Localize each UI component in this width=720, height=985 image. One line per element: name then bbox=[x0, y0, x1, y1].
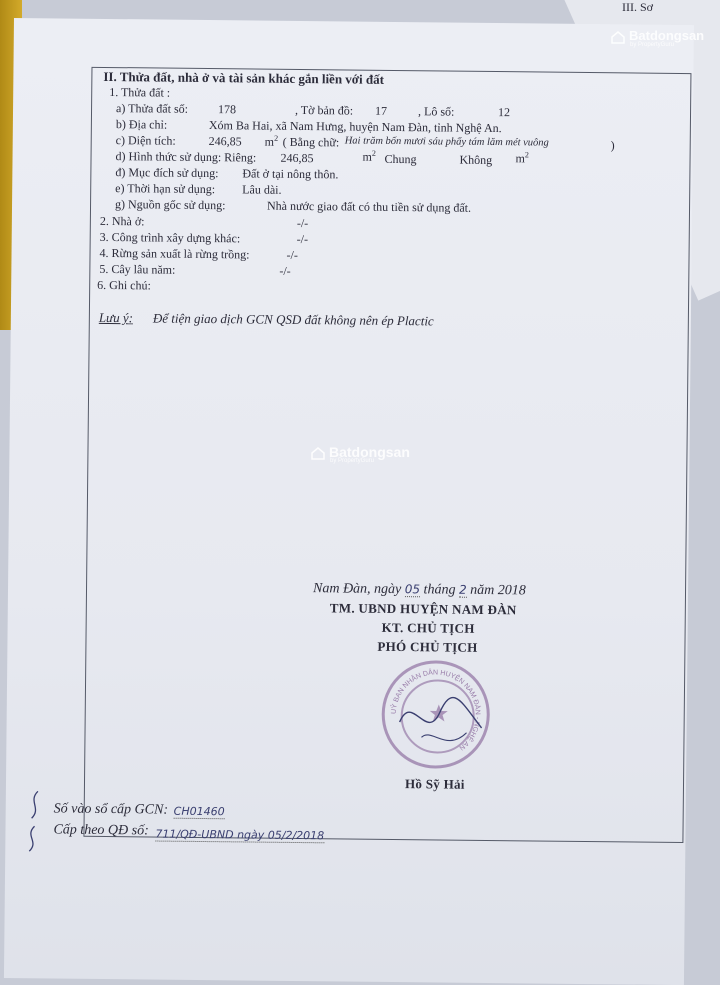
usage-private-value: 246,85 bbox=[280, 150, 314, 166]
handwritten-signature-icon bbox=[391, 682, 492, 763]
month-label: tháng bbox=[423, 582, 456, 598]
usage-common-value: Không bbox=[459, 152, 493, 168]
signer-name: Hồ Sỹ Hải bbox=[404, 776, 465, 792]
other-works-label: 3. Công trình xây dựng khác: bbox=[99, 229, 241, 246]
margin-handwriting-icon bbox=[19, 786, 50, 856]
registration-label: Số vào sổ cấp GCN: bbox=[53, 801, 169, 818]
certificate-page bbox=[4, 18, 694, 985]
purpose-value: Đất ở tại nông thôn. bbox=[242, 166, 339, 182]
area-words-value: Hai trăm bốn mươi sáu phẩy tám lăm mét vuông bbox=[344, 135, 549, 149]
usage-common-unit: $m^2$ bbox=[515, 150, 529, 166]
area-value: 246,85 bbox=[208, 134, 242, 149]
decision-value: 711/QĐ-UBND ngày 05/2/2018 bbox=[155, 827, 325, 843]
signer-role-2: PHÓ CHỦ TỊCH bbox=[377, 638, 478, 655]
address-value: Xóm Ba Hai, xã Nam Hưng, huyện Nam Đàn, tỉnh Nghệ An. bbox=[208, 118, 502, 136]
plot-number-value: 178 bbox=[217, 102, 237, 117]
corner-watermark: Batdongsan by PropertyGuru bbox=[610, 28, 704, 48]
note-label: Lưu ý: bbox=[98, 309, 134, 326]
perennial-value: -/- bbox=[279, 263, 291, 278]
note-text: Để tiện giao dịch GCN QSD đất không nên ép Plactic bbox=[152, 310, 434, 329]
area-label: c) Diện tích: bbox=[115, 133, 176, 148]
date-day: 05 bbox=[404, 582, 421, 597]
lot-value: 12 bbox=[497, 105, 511, 120]
decision-label: Cấp theo QĐ số: bbox=[53, 822, 149, 839]
area-unit: $m^2$ bbox=[264, 133, 279, 149]
registration-value: CH01460 bbox=[173, 804, 225, 819]
area-words-label: ( Bằng chữ: bbox=[282, 134, 340, 150]
notes-label: 6. Ghi chú: bbox=[97, 277, 151, 293]
other-works-value: -/- bbox=[296, 231, 309, 247]
forest-value: -/- bbox=[286, 247, 298, 262]
perennial-label: 5. Cây lâu năm: bbox=[99, 261, 176, 277]
origin-value: Nhà nước giao đất có thu tiền sử dụng đất. bbox=[266, 198, 472, 215]
date-month: 2 bbox=[458, 582, 467, 597]
lot-label: , Lô số: bbox=[417, 104, 455, 119]
usage-private-unit: $m^2$ bbox=[362, 148, 376, 164]
map-sheet-label: , Tờ bản đồ: bbox=[294, 102, 354, 118]
section-title: II. Thửa đất, nhà ở và tài sản khác gắn liền với đất bbox=[103, 68, 385, 87]
back-page-header: III. Sơ bbox=[622, 0, 654, 14]
seal-text: UỶ BAN NHÂN DÂN HUYỆN NAM ĐÀN - NGHỆ AN bbox=[390, 669, 481, 752]
signer-role-1: KT. CHỦ TỊCH bbox=[381, 619, 475, 636]
forest-label: 4. Rừng sản xuất là rừng trồng: bbox=[99, 245, 250, 262]
house-value: -/- bbox=[296, 215, 309, 231]
center-watermark: Batdongsan by PropertyGuru bbox=[310, 444, 410, 464]
purpose-label: đ) Mục đích sử dụng: bbox=[115, 165, 219, 181]
place-date-prefix: Nam Đàn, ngày bbox=[312, 581, 402, 598]
place-date bbox=[313, 581, 526, 599]
house-logo-icon bbox=[610, 30, 626, 44]
house-logo-icon bbox=[310, 446, 326, 460]
map-sheet-value: 17 bbox=[374, 103, 388, 118]
area-words-close: ) bbox=[610, 138, 615, 153]
plot-number-label: a) Thửa đất số: bbox=[115, 101, 189, 116]
address-label: b) Địa chỉ: bbox=[115, 117, 168, 132]
origin-label: g) Nguồn gốc sử dụng: bbox=[114, 197, 226, 213]
house-label: 2. Nhà ở: bbox=[99, 213, 145, 229]
issuing-org: TM. UBND HUYỆN NAM ĐÀN bbox=[329, 600, 517, 618]
land-heading: 1. Thửa đất : bbox=[109, 85, 171, 100]
usage-common-label: Chung bbox=[384, 151, 417, 167]
year-label: năm 2018 bbox=[470, 582, 526, 599]
term-value: Lâu dài. bbox=[242, 182, 282, 197]
term-label: e) Thời hạn sử dụng: bbox=[115, 181, 216, 197]
usage-form-label: d) Hình thức sử dụng: Riêng: bbox=[115, 149, 257, 165]
